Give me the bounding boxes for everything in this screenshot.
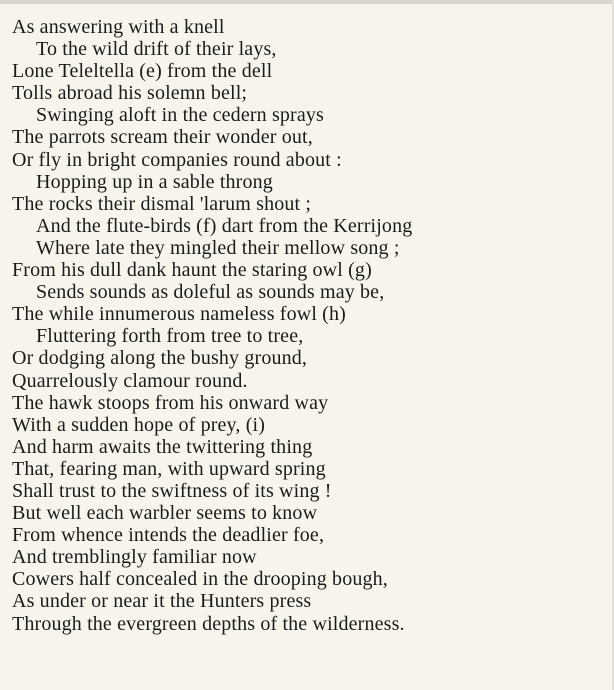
poem-line-8: Hopping up in a sable throng — [36, 170, 273, 193]
poem-line-19: With a sudden hope of prey, (i) — [12, 413, 266, 436]
poem-line-23: But well each warbler seems to know — [12, 502, 318, 525]
poem-line-20: And harm awaits the twittering thing — [12, 435, 313, 458]
poem-line-2: To the wild drift of their lays, — [36, 38, 277, 61]
poem-line-12: From his dull dank haunt the staring owl (g) — [12, 259, 372, 282]
poem-line-28: Through the evergreen depths of the wilderness. — [12, 612, 405, 635]
poem-line-7: Or fly in bright companies round about : — [12, 148, 342, 171]
poem-line-25: And tremblingly familiar now — [12, 546, 257, 569]
poem-line-9: The rocks their dismal 'larum shout ; — [12, 192, 312, 215]
poem-line-21: That, fearing man, with upward spring — [12, 457, 326, 480]
poem-line-14: The while innumerous nameless fowl (h) — [12, 303, 346, 326]
poem-line-11: Where late they mingled their mellow song ; — [36, 236, 400, 259]
poem-line-22: Shall trust to the swiftness of its wing ! — [12, 479, 332, 502]
poem-line-10: And the flute-birds (f) dart from the Kerrijong — [36, 214, 413, 237]
poem-line-1: As answering with a knell — [12, 16, 225, 38]
poem-line-13: Sends sounds as doleful as sounds may be, — [36, 281, 385, 304]
poem-line-16: Or dodging along the bushy ground, — [12, 347, 308, 370]
poem-line-26: Cowers half concealed in the drooping bough, — [12, 568, 388, 591]
poem-line-3: Lone Teleltella (e) from the dell — [12, 60, 273, 83]
poem-text — [12, 16, 608, 635]
poem-line-17: Quarrelously clamour round. — [12, 369, 248, 392]
poem-line-4: Tolls abroad his solemn bell; — [12, 82, 248, 105]
poem-line-18: The hawk stoops from his onward way — [12, 391, 329, 414]
poem-line-24: From whence intends the deadlier foe, — [12, 524, 325, 547]
poem-line-5: Swinging aloft in the cedern sprays — [36, 104, 324, 127]
top-divider — [0, 0, 614, 4]
poem-line-6: The parrots scream their wonder out, — [12, 126, 313, 149]
poem-line-27: As under or near it the Hunters press — [12, 590, 312, 613]
poem-line-15: Fluttering forth from tree to tree, — [36, 325, 304, 348]
